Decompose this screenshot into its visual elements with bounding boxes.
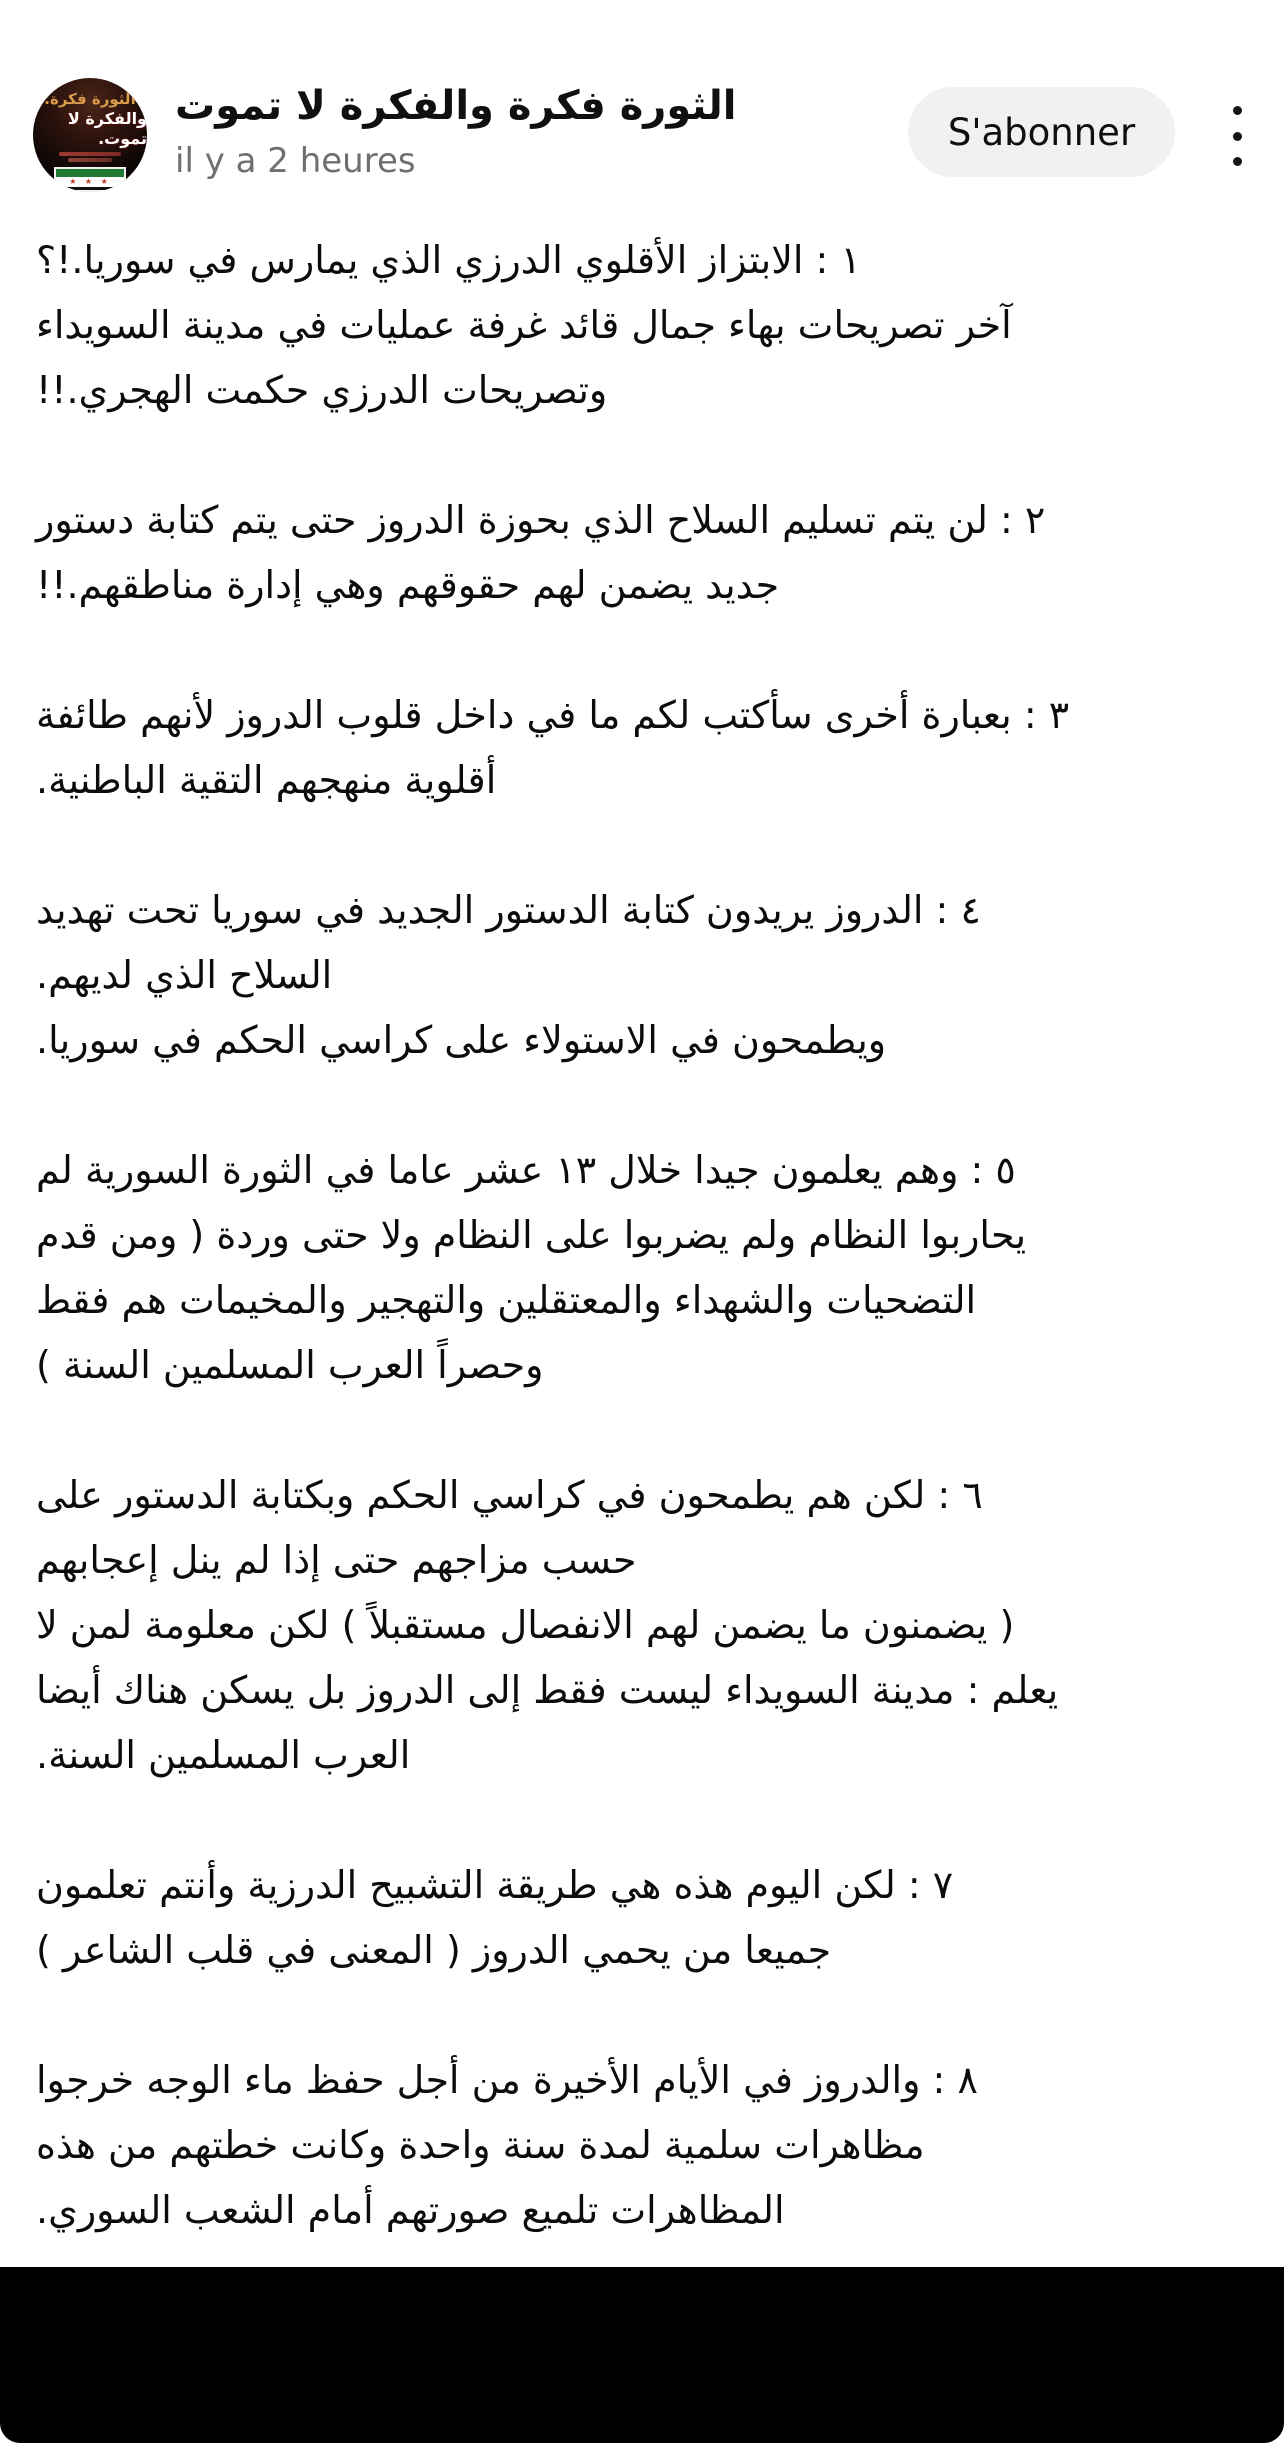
post-line: آخر تصريحات بهاء جمال قائد غرفة عمليات في مدينة السويداء bbox=[36, 303, 1012, 347]
flag-green-stripe bbox=[56, 169, 124, 177]
post-line: التضحيات والشهداء والمعتقلين والتهجير والمخيمات هم فقط bbox=[36, 1278, 977, 1322]
post-paragraph bbox=[36, 1138, 1248, 1398]
post-line: وتصريحات الدرزي حكمت الهجري.!! bbox=[36, 368, 608, 412]
avatar-small-text-bar bbox=[68, 158, 112, 162]
more-options-kebab-icon[interactable] bbox=[1216, 104, 1258, 168]
post-line: جديد يضمن لهم حقوقهم وهي إدارة مناطقهم.!! bbox=[36, 563, 780, 607]
subscribe-button[interactable]: S'abonner bbox=[908, 87, 1175, 177]
flag-black-stripe bbox=[56, 187, 124, 190]
post-line: ٧ : لكن اليوم هذه هي طريقة التشبيح الدرزية وأنتم تعلمون bbox=[36, 1863, 954, 1907]
post-paragraph bbox=[36, 1463, 1248, 1788]
avatar-text-line1: الثورة فكرة. bbox=[44, 90, 136, 108]
post-paragraph bbox=[36, 1853, 1248, 1983]
header-info bbox=[175, 82, 736, 181]
post-line: ١ : الابتزاز الأقلوي الدرزي الذي يمارس في سوريا.!؟ bbox=[36, 238, 861, 282]
kebab-dot bbox=[1233, 157, 1242, 166]
post-line: حسب مزاجهم حتى إذا لم ينل إعجابهم bbox=[36, 1538, 637, 1582]
media-letterbox-bar bbox=[0, 2267, 1284, 2443]
kebab-dot bbox=[1233, 132, 1242, 141]
post-line: يعلم : مدينة السويداء ليست فقط إلى الدروز بل يسكن هناك أيضا bbox=[36, 1668, 1059, 1712]
post-line: ٦ : لكن هم يطمحون في كراسي الحكم وبكتابة الدستور على bbox=[36, 1473, 983, 1517]
post-timestamp[interactable]: il y a 2 heures bbox=[175, 141, 416, 181]
post-header bbox=[0, 0, 1284, 228]
post-line: جميعا من يحمي الدروز ( المعنى في قلب الشاعر ) bbox=[36, 1928, 832, 1972]
post-line: أقلوية منهجهم التقية الباطنية. bbox=[36, 758, 497, 802]
post-line: المظاهرات تلميع صورتهم أمام الشعب السوري. bbox=[36, 2188, 785, 2232]
post-paragraph bbox=[36, 2048, 1248, 2243]
profile-avatar[interactable] bbox=[33, 78, 147, 192]
post-line: ٨ : والدروز في الأيام الأخيرة من أجل حفظ ماء الوجه خرجوا bbox=[36, 2058, 978, 2102]
post-line: ( يضمنون ما يضمن لهم الانفصال مستقبلاً ) لكن معلومة لمن لا bbox=[36, 1603, 1015, 1647]
post-paragraph bbox=[36, 228, 1248, 423]
avatar-text-line2: والفكرة لا تموت. bbox=[67, 109, 147, 148]
post-paragraph bbox=[36, 878, 1248, 1073]
post-line: ٢ : لن يتم تسليم السلاح الذي بحوزة الدروز حتى يتم كتابة دستور bbox=[36, 498, 1046, 542]
account-name[interactable]: الثورة فكرة والفكرة لا تموت bbox=[175, 83, 737, 129]
post-line: ٥ : وهم يعلمون جيدا خلال ١٣ عشر عاما في الثورة السورية لم bbox=[36, 1148, 1016, 1192]
post-line: يحاربوا النظام ولم يضربوا على النظام ولا حتى وردة ( ومن قدم bbox=[36, 1213, 1027, 1257]
post-paragraph bbox=[36, 488, 1248, 618]
syrian-revolution-flag bbox=[54, 167, 126, 192]
post-line: ٤ : الدروز يريدون كتابة الدستور الجديد في سوريا تحت تهديد bbox=[36, 888, 981, 932]
post-line: العرب المسلمين السنة. bbox=[36, 1733, 411, 1777]
post-paragraph bbox=[36, 683, 1248, 813]
flag-white-stripe-stars: ★ ★ ★ bbox=[56, 177, 124, 187]
avatar-small-text-bar bbox=[59, 152, 121, 156]
kebab-dot bbox=[1233, 106, 1242, 115]
post-line: ٣ : بعبارة أخرى سأكتب لكم ما في داخل قلوب الدروز لأنهم طائفة bbox=[36, 693, 1070, 737]
post-line: ويطمحون في الاستولاء على كراسي الحكم في سوريا. bbox=[36, 1018, 887, 1062]
post-line: وحصراً العرب المسلمين السنة ) bbox=[36, 1343, 544, 1387]
post-line: مظاهرات سلمية لمدة سنة واحدة وكانت خطتهم من هذه bbox=[36, 2123, 925, 2167]
post-text-body bbox=[0, 228, 1284, 2243]
post-line: السلاح الذي لديهم. bbox=[36, 953, 333, 997]
